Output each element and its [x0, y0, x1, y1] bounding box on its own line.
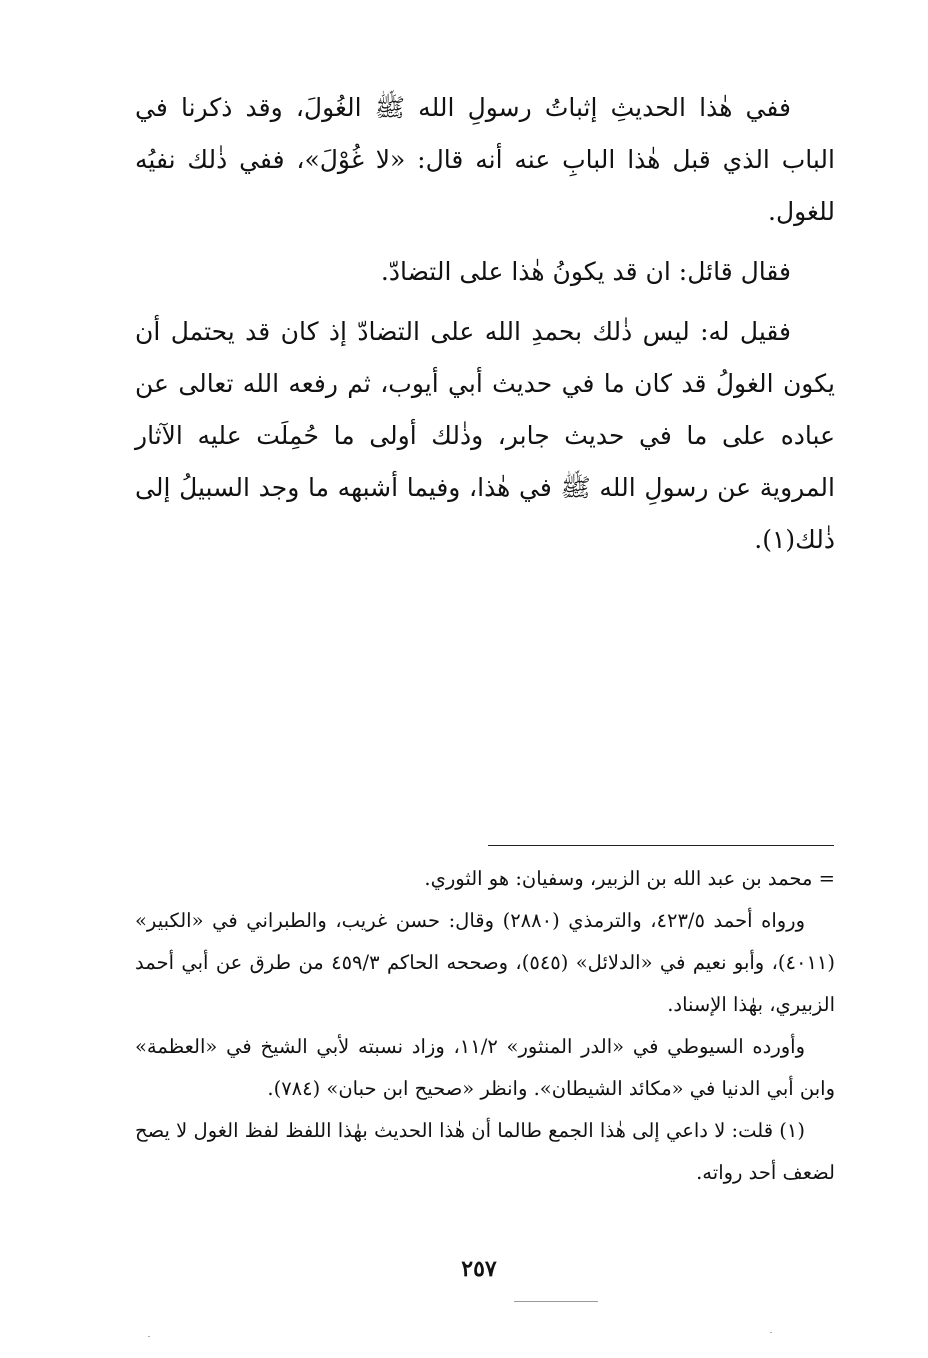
footnotes	[135, 858, 835, 1194]
scan-speck	[770, 1332, 772, 1333]
main-text	[135, 82, 835, 566]
footnote-paragraph: وأورده السيوطي في «الدر المنثور» ١١/٢، وزاد نسبته لأبي الشيخ في «العظمة» وابن أبي الدنيا في «مكائد الشيطان». وانظر «صحيح ابن حبان» (٧٨٤).	[135, 1035, 835, 1100]
footnote-paragraph: ورواه أحمد ٤٢٣/٥، والترمذي (٢٨٨٠) وقال: حسن غريب، والطبراني في «الكبير» (٤٠١١)، وأبو نعيم في «الدلائل» (٥٤٥)، وصححه الحاكم ٤٥٩/٣ من طرق عن أبي أحمد الزبيري، بهٰذا الإسناد.	[135, 909, 836, 1016]
scan-speck	[148, 1336, 150, 1337]
footnote-separator	[488, 845, 834, 846]
footnote-1: (١) قلت: لا داعي إلى هٰذا الجمع طالما أن هٰذا الحديث بهٰذا اللفظ لفظ الغول لا يصح لضعف أحد رواته.	[135, 1119, 835, 1184]
paragraph-1: ففي هٰذا الحديثِ إثباتُ رسولِ الله ﷺ الغُولَ، وقد ذكرنا في الباب الذي قبل هٰذا البابِ عنه أنه قال: «لا غُوْلَ»، ففي ذٰلك نفيُه للغول.	[135, 93, 835, 226]
paragraph-3: فقيل له: ليس ذٰلك بحمدِ الله على التضادّ إذ كان قد يحتمل أن يكون الغولُ قد كان ما في حديث أبي أيوب، ثم رفعه الله تعالى عن عباده على ما في حديث جابر، وذٰلك أولى ما حُمِلَت عليه الآثار المروية عن رسولِ الله ﷺ في هٰذا، وفيما أشبهه ما وجد السبيلُ إلى ذٰلك(١).	[135, 317, 835, 554]
footnote-continuation: = محمد بن عبد الله بن الزبير، وسفيان: هو الثوري.	[424, 867, 835, 890]
page-number: ٢٥٧	[461, 1256, 497, 1282]
paragraph-2: فقال قائل: ان قد يكونُ هٰذا على التضادّ.	[380, 257, 791, 286]
bottom-decorative-rule	[514, 1301, 598, 1302]
